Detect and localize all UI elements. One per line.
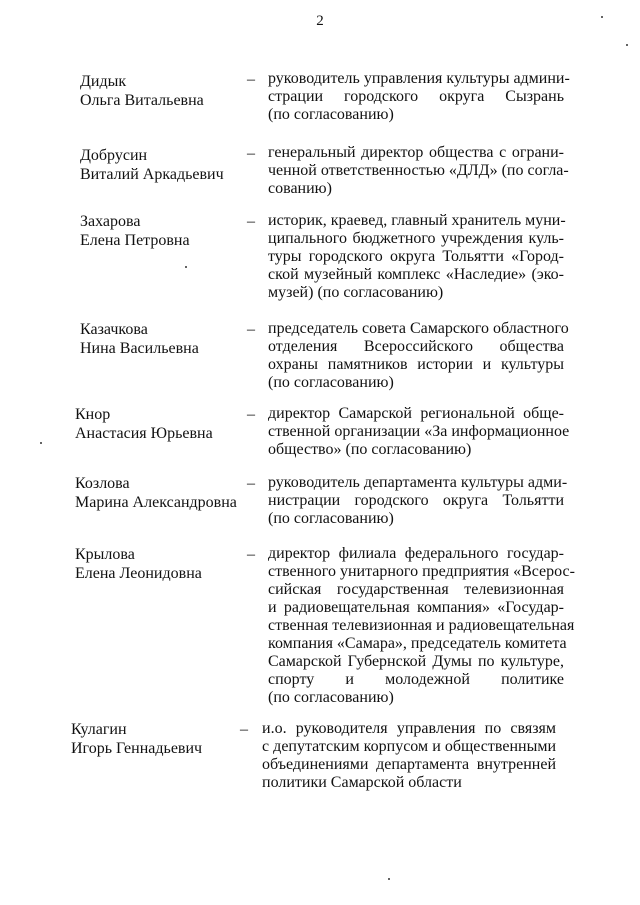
member-name [80, 72, 250, 110]
member-name [80, 320, 250, 358]
member-given-names: Виталий Аркадьевич [80, 166, 224, 183]
role-line: руководитель управления культуры админи- [268, 70, 570, 87]
role-line: (по согласованию) [268, 689, 394, 706]
role-line: (по согласованию) [268, 106, 394, 123]
role-line: ской музейный комплекс «Наследие» (эко- [268, 266, 564, 283]
member-role [268, 474, 568, 528]
role-line: ственной организации «За информационное [268, 423, 570, 440]
member-role [262, 720, 556, 792]
role-line: общество» (по согласованию) [268, 441, 472, 458]
member-name [75, 405, 245, 443]
role-line: компания «Самара», председатель комитета [268, 635, 567, 652]
role-line: директор Самарской региональной обще- [268, 405, 564, 422]
role-line: объединениями департамента внутренней [262, 756, 556, 773]
member-given-names: Марина Александровна [75, 494, 237, 511]
dash-separator: – [247, 406, 255, 423]
member-surname: Захарова [80, 213, 141, 230]
member-name [75, 474, 245, 512]
member-given-names: Елена Леонидовна [75, 565, 202, 582]
role-line: спорту и молодежной политике [268, 671, 564, 688]
scan-speck [388, 878, 390, 880]
role-line: сийская государственная телевизионная [268, 581, 564, 598]
member-surname: Добрусин [80, 147, 148, 164]
member-given-names: Игорь Геннадьевич [71, 740, 203, 757]
member-role [268, 70, 570, 124]
dash-separator: – [247, 321, 255, 338]
scan-speck [185, 266, 187, 268]
role-line: отделения Всероссийского общества [268, 338, 564, 355]
dash-separator: – [240, 721, 248, 738]
member-given-names: Ольга Витальевна [80, 92, 204, 109]
member-surname: Кулагин [71, 721, 127, 738]
role-line: Самарской Губернской Думы по культуре, [268, 653, 564, 670]
member-name [80, 146, 250, 184]
member-surname: Дидык [80, 73, 127, 90]
page-number: 2 [316, 13, 324, 29]
role-line: ственная телевизионная и радиовещательная [268, 617, 575, 634]
member-role [268, 405, 570, 459]
role-line: (по согласованию) [268, 510, 394, 527]
role-line: охраны памятников истории и культуры [268, 356, 564, 373]
member-role [268, 545, 575, 707]
role-line: и.о. руководителя управления по связям [262, 720, 556, 737]
role-line: с депутатским корпусом и общественными [262, 738, 556, 755]
role-line: руководитель департамента культуры адми- [268, 474, 568, 491]
role-line: нистрации городского округа Тольятти [268, 492, 564, 509]
member-role [268, 320, 569, 392]
member-role [268, 144, 569, 198]
scan-speck [40, 442, 42, 444]
role-line: директор филиала федерального государ- [268, 545, 564, 562]
role-line: историк, краевед, главный хранитель муни- [268, 212, 566, 229]
dash-separator: – [247, 475, 255, 492]
dash-separator: – [247, 71, 255, 88]
role-line: сованию) [268, 180, 332, 197]
scan-speck [601, 16, 603, 18]
member-name [71, 720, 241, 758]
dash-separator: – [247, 145, 255, 162]
role-line: туры городского округа Тольятти «Город- [268, 248, 564, 265]
role-line: страции городского округа Сызрань [268, 88, 564, 105]
role-line: ченной ответственностью «ДЛД» (по согла- [268, 162, 569, 179]
member-surname: Козлова [75, 475, 130, 492]
role-line: ственного унитарного предприятия «Всерос- [268, 563, 575, 580]
role-line: и радиовещательная компания» «Государ- [268, 599, 564, 616]
role-line: музей) (по согласованию) [268, 284, 444, 301]
member-given-names: Анастасия Юрьевна [75, 425, 213, 442]
member-surname: Казачкова [80, 321, 148, 338]
scan-speck [626, 44, 628, 46]
member-role [268, 212, 564, 302]
dash-separator: – [247, 213, 255, 230]
role-line: ципального бюджетного учреждения куль- [268, 230, 564, 247]
member-name [80, 212, 250, 250]
role-line: (по согласованию) [268, 374, 394, 391]
member-surname: Крылова [75, 546, 135, 563]
member-name [75, 545, 245, 583]
dash-separator: – [247, 546, 255, 563]
role-line: председатель совета Самарского областного [268, 320, 569, 337]
member-given-names: Елена Петровна [80, 232, 190, 249]
member-given-names: Нина Васильевна [80, 340, 199, 357]
member-surname: Кнор [75, 406, 111, 423]
role-line: генеральный директор общества с ограни- [268, 144, 564, 161]
role-line: политики Самарской области [262, 774, 462, 791]
